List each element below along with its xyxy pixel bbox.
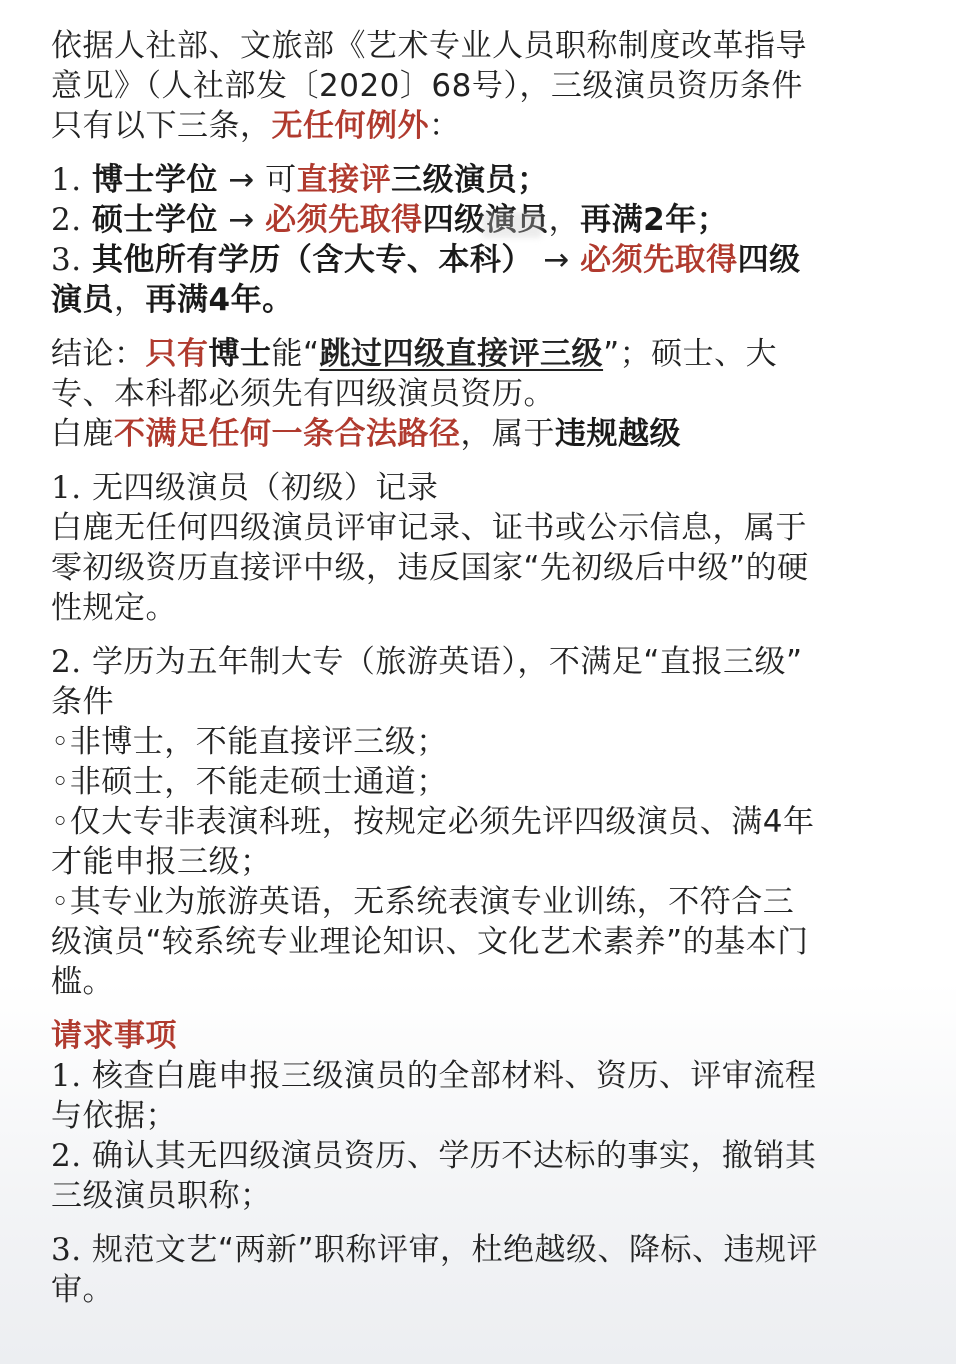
- rule-arrow: →: [217, 202, 266, 238]
- emphasis-text: 必须先取得: [265, 202, 423, 238]
- conclusion-line: [51, 334, 881, 374]
- request-number: 2.: [51, 1138, 92, 1174]
- request-item-3: 审。: [51, 1272, 114, 1308]
- conclusion-text: 白鹿: [51, 416, 114, 452]
- request-item-1: 与依据；: [51, 1098, 177, 1134]
- conclusion-line: [51, 414, 881, 454]
- intro-line: 意见》（人社部发〔2020〕68号），三级演员资历条件: [51, 68, 803, 104]
- rule-number: 2.: [51, 202, 92, 238]
- intro-line: 依据人社部、文旅部《艺术专业人员职称制度改革指导: [51, 28, 807, 64]
- rule-arrow: →: [532, 242, 581, 278]
- conclusion-line: 专、本科都必须先有四级演员资历。: [51, 376, 555, 412]
- bullet-item: 才能申报三级；: [51, 844, 272, 880]
- rule-item-2: [51, 200, 881, 240]
- emphasis-text: 只有: [145, 336, 209, 372]
- punctuation: ，: [548, 202, 581, 238]
- rule-outcome: 演员: [51, 282, 114, 318]
- conclusion-text: ，属于: [460, 416, 555, 452]
- request-text: 规范文艺“两新”职称评审，杜绝越级、降标、违规评: [91, 1232, 819, 1268]
- rule-item-3-cont: [51, 280, 881, 320]
- rule-degree: 硕士学位: [91, 202, 218, 238]
- emphasis-text: 不满足任何一条合法路径: [114, 416, 461, 452]
- rule-number: 3.: [51, 242, 92, 278]
- point-1-title: [51, 468, 881, 508]
- rule-degree: 博士学位: [91, 162, 218, 198]
- point-2-title: 条件: [51, 684, 114, 720]
- request-item-1: [51, 1056, 881, 1096]
- emphasis-text: 必须先取得: [580, 242, 738, 278]
- rule-number: 1.: [51, 162, 92, 198]
- rule-item-3: [51, 240, 881, 280]
- bullet-item: 级演员“较系统专业理论知识、文化艺术素养”的基本门: [51, 924, 809, 960]
- rule-outcome: 四级演员: [422, 202, 549, 238]
- point-1-text: 白鹿无任何四级演员评审记录、证书或公示信息，属于: [51, 510, 807, 546]
- rule-outcome: 再满2年；: [580, 202, 729, 238]
- conclusion-text: 能“: [271, 336, 320, 372]
- emphasis-text: 无任何例外: [271, 108, 429, 144]
- request-text: 核查白鹿申报三级演员的全部材料、资历、评审流程: [91, 1058, 817, 1094]
- bold-text: 博士: [208, 336, 272, 372]
- rule-outcome: 四级: [737, 242, 801, 278]
- rule-outcome: 三级演员；: [391, 162, 549, 198]
- point-2-title: [51, 642, 881, 682]
- requests-heading: 请求事项: [51, 1018, 177, 1054]
- point-number: 2.: [51, 644, 92, 680]
- bullet-item: ◦仅大专非表演科班，按规定必须先评四级演员、满4年: [51, 804, 815, 840]
- point-title: 学历为五年制大专（旅游英语），不满足“直报三级”: [91, 644, 803, 680]
- document-body: [51, 26, 881, 1310]
- bullet-item: 槛。: [51, 964, 114, 1000]
- request-item-2: [51, 1136, 881, 1176]
- emphasis-text: 直接评: [296, 162, 392, 198]
- rule-degree: 其他所有学历（含大专、本科）: [91, 242, 533, 278]
- intro-text: ：: [429, 108, 461, 144]
- point-1-text: 性规定。: [51, 590, 177, 626]
- request-item-3: [51, 1230, 881, 1270]
- conclusion-text: ”；硕士、大: [603, 336, 778, 372]
- punctuation: ，: [114, 282, 146, 318]
- point-1-text: 零初级资历直接评中级，违反国家“先初级后中级”的硬: [51, 550, 809, 586]
- underlined-text: 跳过四级直接评三级: [319, 336, 604, 372]
- bullet-item: ◦非硕士，不能走硕士通道；: [51, 764, 448, 800]
- intro-line: [51, 106, 881, 146]
- bullet-item: ◦其专业为旅游英语，无系统表演专业训练，不符合三: [51, 884, 795, 920]
- bold-text: 违规越级: [555, 416, 681, 452]
- rule-outcome: 再满4年。: [145, 282, 294, 318]
- rule-arrow: → 可: [217, 162, 297, 198]
- bullet-item: ◦非博士，不能直接评三级；: [51, 724, 448, 760]
- rule-item-1: [51, 160, 881, 200]
- point-number: 1.: [51, 470, 92, 506]
- point-title: 无四级演员（初级）记录: [91, 470, 439, 506]
- request-number: 3.: [51, 1232, 92, 1268]
- request-item-2: 三级演员职称；: [51, 1178, 272, 1214]
- request-text: 确认其无四级演员资历、学历不达标的事实，撤销其: [91, 1138, 817, 1174]
- request-number: 1.: [51, 1058, 92, 1094]
- intro-text: 只有以下三条，: [51, 108, 272, 144]
- conclusion-label: 结论：: [51, 336, 146, 372]
- blur-mark: [482, 212, 542, 238]
